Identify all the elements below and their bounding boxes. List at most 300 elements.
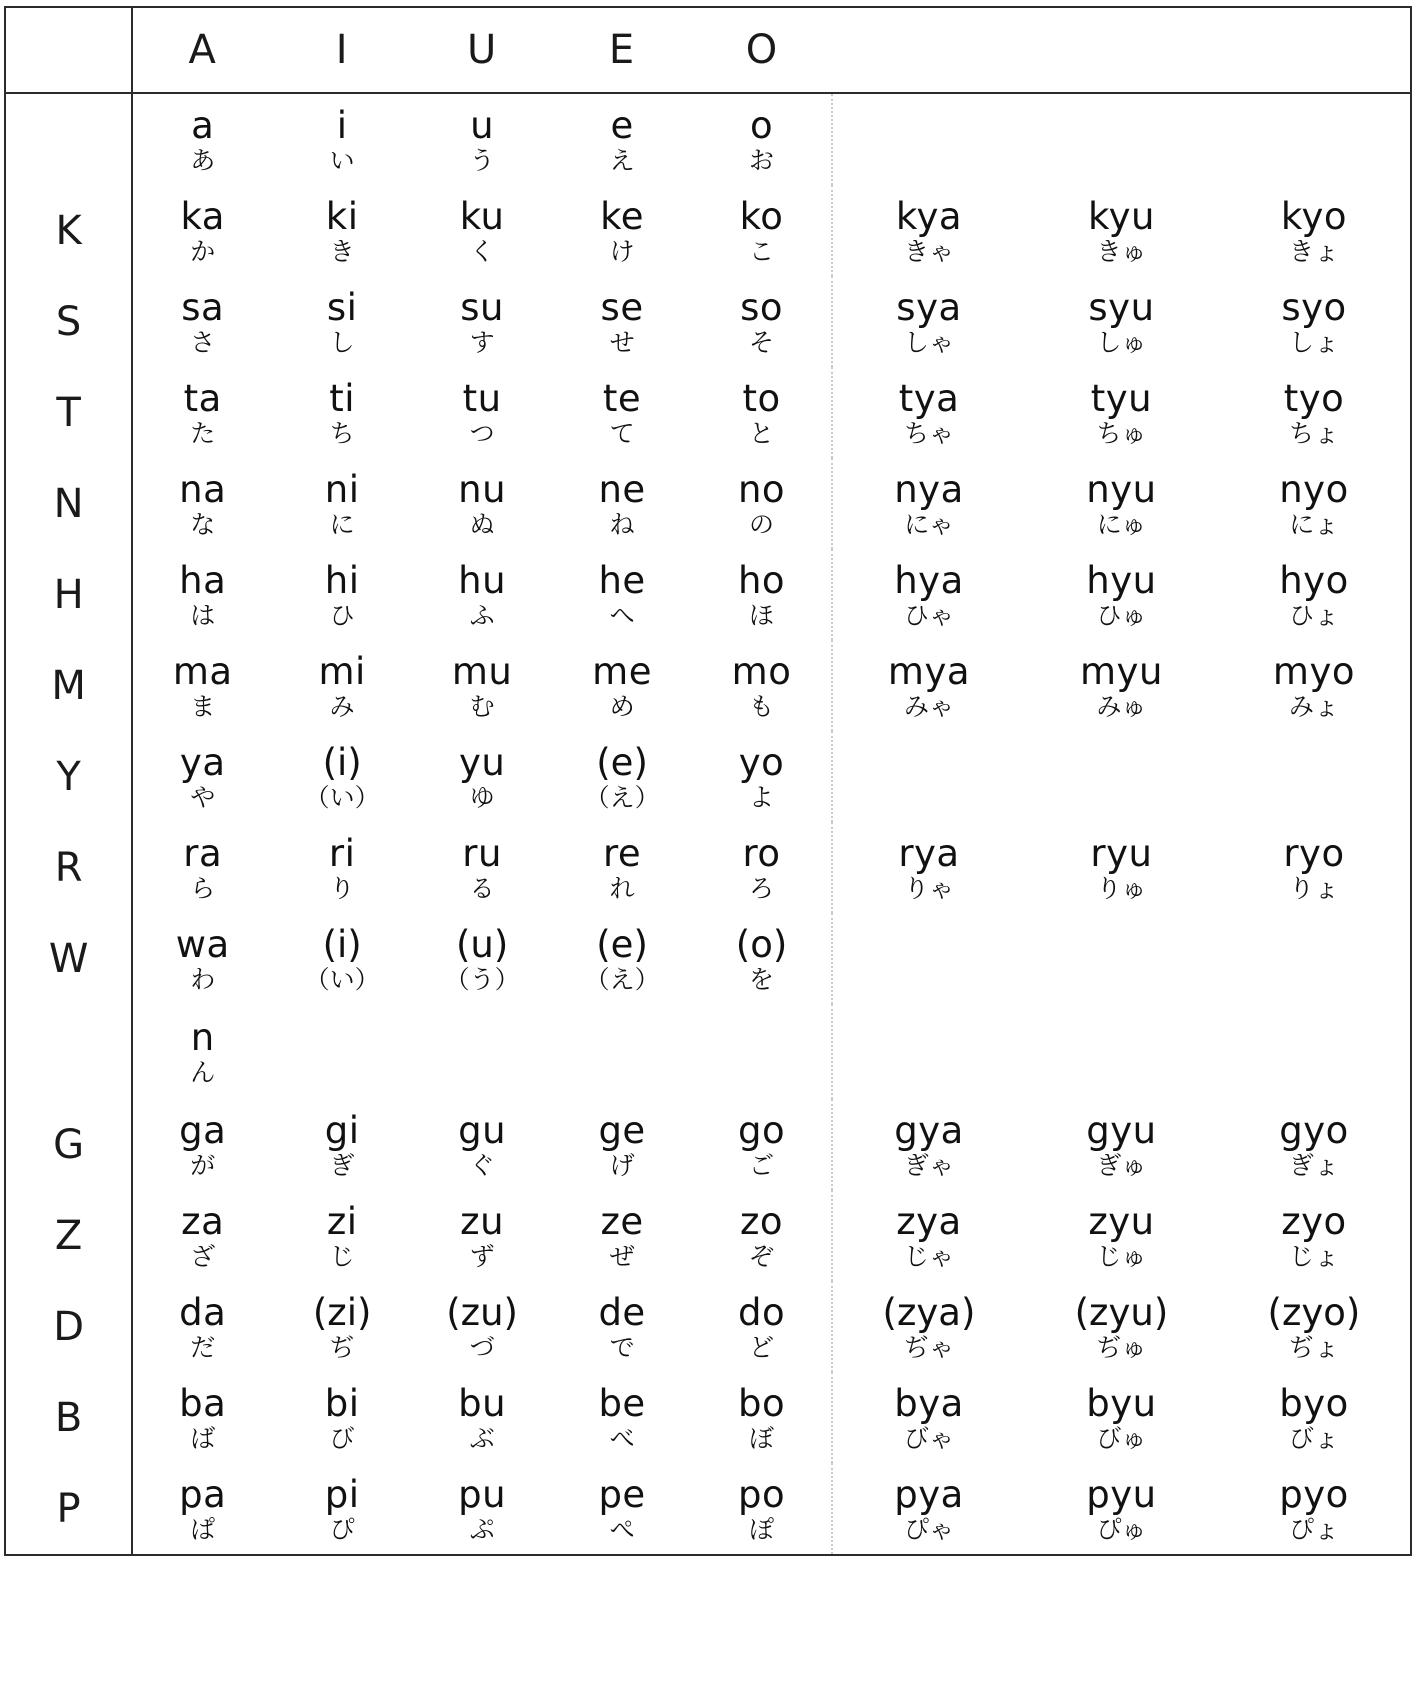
romaji-text: zu [460,1199,505,1243]
kana-text: か [190,236,216,266]
table-row [5,640,1411,731]
kana-text: （え） [584,964,660,994]
kana-text: にゅ [1096,509,1147,539]
romaji-text: kya [895,194,963,238]
kana-text: び [329,1423,355,1453]
kana-cell [412,822,552,913]
yoon-cell [1218,1372,1411,1463]
romaji-text: ra [183,831,223,875]
romaji-text: ku [459,194,505,238]
kana-text: ず [469,1241,495,1271]
romaji-text: ba [179,1381,227,1425]
kana-text: ぬ [469,509,495,539]
kana-text: く [469,236,495,266]
kana-text: ひゅ [1096,600,1147,630]
yoon-cell [1218,1281,1411,1372]
kana-text: みゃ [903,691,954,721]
kana-cell [412,1190,552,1281]
kana-cell [272,93,412,185]
romaji-text: hyo [1279,558,1349,602]
kana-text: ど [749,1332,775,1362]
yoon-cell [832,458,1025,549]
yoon-cell [832,93,1025,185]
kana-text: せ [609,327,635,357]
yoon-cell [1025,1463,1218,1555]
romaji-text: he [598,558,646,602]
kana-text: じょ [1288,1241,1339,1271]
table-row [5,1463,1411,1555]
kana-cell [412,367,552,458]
romaji-text: do [737,1290,786,1334]
romaji-text: zi [326,1199,358,1243]
romaji-text: mya [887,649,971,693]
romaji-text: ga [179,1108,227,1152]
kana-text: ちゃ [903,418,954,448]
kana-text: ぱ [190,1514,216,1544]
romaji-text: te [602,376,642,420]
table-row [5,93,1411,185]
kana-cell [692,640,832,731]
yoon-cell [832,367,1025,458]
romaji-text: ho [737,558,786,602]
romaji-text: po [737,1472,786,1516]
kana-cell [412,458,552,549]
yoon-cell [1025,1099,1218,1190]
kana-cell [132,549,272,640]
table-row [5,276,1411,367]
row-label: B [5,1372,132,1463]
kana-cell [552,1463,692,1555]
kana-cell [692,458,832,549]
kana-text: ぴゅ [1096,1514,1147,1544]
kana-cell [552,913,692,1004]
kana-cell [692,93,832,185]
table-row [5,549,1411,640]
kana-text: りゅ [1096,873,1147,903]
kana-text: え [609,145,635,175]
kana-table [4,6,1412,1556]
yoon-cell [1025,1190,1218,1281]
romaji-text: ze [600,1199,644,1243]
romaji-text: so [740,285,783,329]
kana-text: け [609,236,635,266]
kana-cell [552,731,692,822]
romaji-text: nu [458,467,507,511]
romaji-text: yu [458,740,506,784]
kana-text: ざ [190,1241,216,1271]
yoon-cell [832,731,1025,822]
yoon-cell [1025,1372,1218,1463]
romaji-text: gi [324,1108,360,1152]
kana-text: や [190,782,216,812]
table-header-row [5,7,1411,93]
kana-cell [272,458,412,549]
kana-text: れ [609,873,635,903]
kana-text: お [749,145,775,175]
romaji-text: to [742,376,781,420]
kana-cell [552,367,692,458]
yoon-cell [832,549,1025,640]
romaji-text: mi [318,649,366,693]
romaji-text: pi [324,1472,360,1516]
row-label: Z [5,1190,132,1281]
vowel-header-o: O [692,7,832,93]
yoon-cell [832,1281,1025,1372]
kana-text: ゆ [469,782,495,812]
kana-text: ひょ [1288,600,1339,630]
kana-cell [132,1190,272,1281]
kana-text: と [749,418,775,448]
romaji-text: si [326,285,358,329]
romaji-text: bi [324,1381,360,1425]
romaji-text: (zyo) [1267,1290,1361,1334]
kana-cell [552,822,692,913]
yoon-cell [1218,731,1411,822]
kana-cell [132,731,272,822]
romaji-text: hyu [1086,558,1157,602]
kana-text: ぢゅ [1096,1332,1147,1362]
romaji-text: n [190,1015,215,1059]
romaji-text: se [600,285,644,329]
romaji-text: pya [894,1472,964,1516]
romaji-text: sa [181,285,225,329]
kana-text: ちゅ [1096,418,1147,448]
row-label: N [5,458,132,549]
kana-cell [692,185,832,276]
kana-text: げ [609,1150,635,1180]
kana-text: う [469,145,495,175]
yoon-cell [1218,1463,1411,1555]
kana-text: しゃ [903,327,954,357]
romaji-text: bu [458,1381,507,1425]
kana-cell [412,549,552,640]
romaji-text: pyu [1086,1472,1157,1516]
kana-text: に [329,509,355,539]
kana-text: ひゃ [903,600,954,630]
kana-cell [132,276,272,367]
romaji-text: syu [1088,285,1155,329]
romaji-text: ro [742,831,781,875]
kana-cell [692,822,832,913]
yoon-cell [832,822,1025,913]
kana-text: びゃ [903,1423,954,1453]
romaji-text: ru [462,831,502,875]
kana-cell [552,93,692,185]
kana-text: る [469,873,495,903]
kana-cell [412,1099,552,1190]
romaji-text: ryu [1090,831,1153,875]
kana-text: ね [609,509,635,539]
kana-text: りょ [1288,873,1339,903]
kana-cell [412,640,552,731]
kana-cell [692,1004,832,1099]
romaji-text: sya [896,285,962,329]
kana-text: じゅ [1096,1241,1147,1271]
romaji-text: o [749,103,774,147]
kana-text: ふ [469,600,495,630]
kana-cell [272,549,412,640]
romaji-text: ti [329,376,356,420]
romaji-text: (i) [322,740,362,784]
kana-cell [412,1463,552,1555]
yoon-cell [1218,913,1411,1004]
yoon-cell [1025,913,1218,1004]
row-label: M [5,640,132,731]
kana-cell [552,1190,692,1281]
romaji-text: tyu [1090,376,1153,420]
yoon-cell [1218,1004,1411,1099]
romaji-text: za [181,1199,225,1243]
yoon-cell [1218,549,1411,640]
kana-text: ん [190,1057,216,1087]
yoon-cell [832,1099,1025,1190]
yoon-cell [832,276,1025,367]
kana-text: ぎ [329,1150,355,1180]
romaji-text: ki [325,194,359,238]
row-label: W [5,913,132,1004]
yoon-cell [1218,185,1411,276]
romaji-text: (e) [596,740,648,784]
romaji-text: pu [458,1472,507,1516]
kana-text: ら [190,873,216,903]
romaji-text: ni [324,467,360,511]
romaji-text: (u) [455,922,509,966]
romaji-text: pa [179,1472,227,1516]
kana-cell [412,1004,552,1099]
kana-text: む [469,691,495,721]
kana-text: た [190,418,216,448]
kana-cell [272,1281,412,1372]
kana-cell [272,913,412,1004]
kana-text: き [329,236,355,266]
kana-cell [272,1463,412,1555]
kana-text: も [749,691,775,721]
row-label: P [5,1463,132,1555]
kana-text: ぷ [469,1514,495,1544]
yoon-cell [1025,1004,1218,1099]
romaji-text: gyu [1086,1108,1157,1152]
romaji-text: me [592,649,652,693]
kana-cell [132,913,272,1004]
kana-text: ぢゃ [903,1332,954,1362]
romaji-text: da [179,1290,227,1334]
kana-text: ぺ [609,1514,635,1544]
kana-text: ぢょ [1288,1332,1339,1362]
romaji-text: u [470,103,495,147]
kana-text: ご [749,1150,775,1180]
romaji-text: kyo [1280,194,1348,238]
romaji-text: byo [1279,1381,1349,1425]
kana-cell [272,367,412,458]
yoon-cell [832,1372,1025,1463]
kana-text: りゃ [903,873,954,903]
kana-cell [272,822,412,913]
romaji-text: na [179,467,227,511]
kana-text: ぢ [329,1332,355,1362]
kana-cell [552,276,692,367]
kana-text: ぶ [469,1423,495,1453]
kana-cell [692,1190,832,1281]
table-row [5,822,1411,913]
kana-cell [132,1463,272,1555]
kana-text: きょ [1288,236,1339,266]
romaji-text: myo [1272,649,1355,693]
kana-cell [552,549,692,640]
yoon-cell [1218,458,1411,549]
kana-cell [272,640,412,731]
kana-text: しゅ [1096,327,1147,357]
yoon-cell [1025,731,1218,822]
romaji-text: bya [894,1381,964,1425]
kana-cell [552,458,692,549]
row-label [5,93,132,185]
romaji-text: (i) [322,922,362,966]
romaji-text: su [460,285,504,329]
kana-text: ぐ [469,1150,495,1180]
romaji-text: ya [179,740,226,784]
kana-text: ぜ [609,1241,635,1271]
kana-text: ぎゃ [903,1150,954,1180]
romaji-text: (zya) [882,1290,976,1334]
kana-cell [412,731,552,822]
kana-cell [692,1099,832,1190]
kana-text: で [609,1332,635,1362]
kana-text: だ [190,1332,216,1362]
row-label [5,1004,132,1099]
kana-text: み [329,691,355,721]
kana-text: じゃ [903,1241,954,1271]
kana-text: の [749,509,775,539]
kana-cell [552,640,692,731]
kana-cell [132,1004,272,1099]
romaji-text: ma [172,649,233,693]
kana-text: が [190,1150,216,1180]
kana-cell [412,1281,552,1372]
romaji-text: ge [598,1108,646,1152]
kana-text: ぼ [749,1423,775,1453]
kana-cell [272,1004,412,1099]
romaji-text: de [598,1290,646,1334]
romaji-text: tya [898,376,960,420]
kana-text: い [329,145,355,175]
kana-text: ちょ [1288,418,1339,448]
kana-text: ば [190,1423,216,1453]
kana-text: よ [749,782,775,812]
kana-cell [692,367,832,458]
table-row [5,458,1411,549]
kana-cell [132,822,272,913]
corner-cell [5,7,132,93]
yoon-cell [1025,549,1218,640]
row-label: T [5,367,132,458]
romaji-text: mu [451,649,513,693]
romaji-text: pe [598,1472,646,1516]
romaji-text: zo [739,1199,784,1243]
kana-text: ろ [749,873,775,903]
kana-text: （え） [584,782,660,812]
yoon-cell [1218,276,1411,367]
yoon-cell [832,640,1025,731]
yoon-header-1 [832,7,1025,93]
kana-text: を [749,964,775,994]
kana-cell [272,1099,412,1190]
row-label: D [5,1281,132,1372]
kana-text: にゃ [904,509,954,539]
yoon-cell [1218,640,1411,731]
romaji-text: ta [183,376,222,420]
romaji-text: hya [894,558,964,602]
romaji-text: (zyu) [1074,1290,1169,1334]
yoon-cell [1025,93,1218,185]
yoon-cell [1218,93,1411,185]
kana-cell [692,913,832,1004]
romaji-text: ke [600,194,644,238]
kana-text: さ [190,327,216,357]
kana-text: みゅ [1096,691,1147,721]
kana-cell [272,731,412,822]
kana-cell [272,276,412,367]
kana-text: ま [190,691,216,721]
yoon-cell [1218,1099,1411,1190]
kana-text: ち [329,418,355,448]
kana-text: め [609,691,635,721]
yoon-cell [1025,640,1218,731]
table-body [5,93,1411,1555]
yoon-cell [1025,276,1218,367]
kana-text: ぞ [749,1241,775,1271]
table-row [5,1099,1411,1190]
kana-cell [412,93,552,185]
table-row [5,367,1411,458]
kana-text: にょ [1289,509,1339,539]
romaji-text: mo [731,649,792,693]
romaji-text: ha [179,558,227,602]
romaji-text: (o) [735,922,788,966]
kana-text: わ [190,964,216,994]
romaji-text: go [737,1108,786,1152]
table-row [5,185,1411,276]
romaji-text: ri [328,831,356,875]
kana-text: ぽ [749,1514,775,1544]
yoon-cell [1218,367,1411,458]
yoon-cell [832,1463,1025,1555]
kana-cell [132,185,272,276]
romaji-text: wa [175,922,230,966]
kana-text: へ [609,600,635,630]
kana-cell [272,1190,412,1281]
row-label: Y [5,731,132,822]
romaji-text: e [610,103,634,147]
kana-cell [552,1099,692,1190]
table-row [5,1004,1411,1099]
kana-text: じ [329,1241,355,1271]
romaji-text: ryo [1283,831,1345,875]
kana-text: ぴ [329,1514,355,1544]
table-row [5,1372,1411,1463]
vowel-header-u: U [412,7,552,93]
kana-cell [552,1372,692,1463]
row-label: R [5,822,132,913]
kana-text: す [469,327,495,357]
kana-cell [132,1099,272,1190]
kana-cell [272,1372,412,1463]
kana-text: あ [190,145,216,175]
kana-cell [412,913,552,1004]
kana-text: びょ [1288,1423,1339,1453]
kana-cell [412,185,552,276]
yoon-cell [1025,185,1218,276]
romaji-text: byu [1086,1381,1157,1425]
